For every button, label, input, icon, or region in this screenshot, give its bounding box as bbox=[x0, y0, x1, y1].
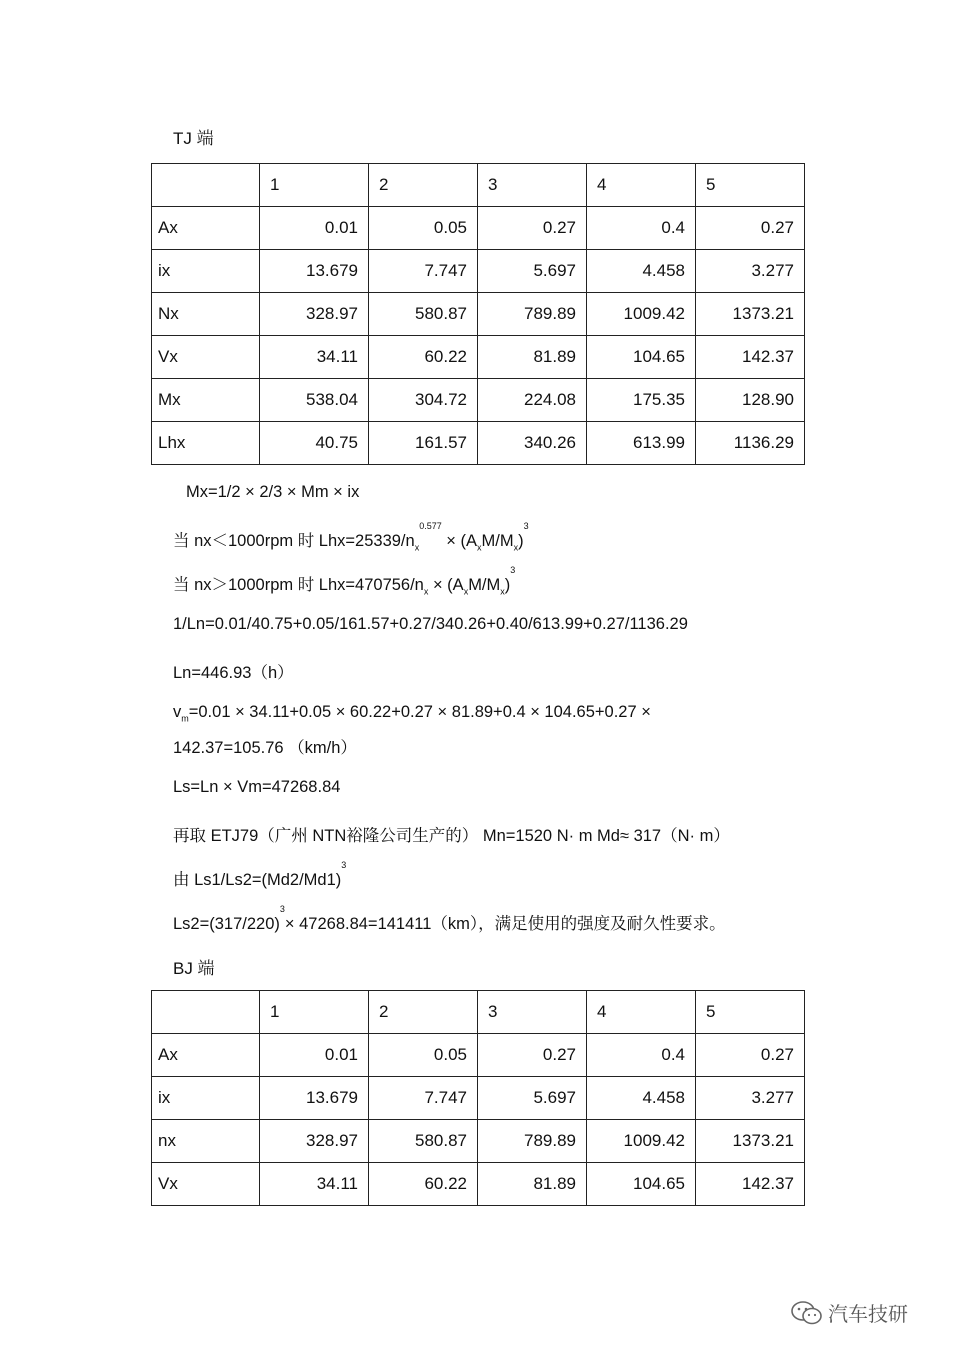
tj-table-cell: 104.65 bbox=[587, 336, 696, 379]
tj-table-cell: 34.11 bbox=[260, 336, 369, 379]
bj-table-cell: 0.01 bbox=[260, 1034, 369, 1077]
bj-table-cell: 0.27 bbox=[478, 1034, 587, 1077]
tj-table-cell: 4.458 bbox=[587, 250, 696, 293]
bj-table-cell: 0.27 bbox=[696, 1034, 805, 1077]
tj-table-cell: 224.08 bbox=[478, 379, 587, 422]
bj-table-cell: 13.679 bbox=[260, 1077, 369, 1120]
bj-table-row bbox=[152, 1120, 805, 1163]
tj-header-row bbox=[152, 164, 805, 207]
tj-table-cell: 40.75 bbox=[260, 422, 369, 465]
tj-table-row bbox=[152, 336, 805, 379]
tj-table-row bbox=[152, 293, 805, 336]
formula-ls2: $Ls2=(317/220)^3\times 47268.84=141411(km)$，满足使用的强度及耐久性要求。 bbox=[173, 904, 726, 933]
tj-table-cell: 328.97 bbox=[260, 293, 369, 336]
bj-table-cell: 34.11 bbox=[260, 1163, 369, 1206]
tj-table-cell: 304.72 bbox=[369, 379, 478, 422]
tj-table-cell: 5.697 bbox=[478, 250, 587, 293]
watermark bbox=[790, 1298, 908, 1327]
tj-row-label: Mx bbox=[152, 379, 260, 422]
tj-table-cell: 0.01 bbox=[260, 207, 369, 250]
tj-table-row bbox=[152, 379, 805, 422]
bj-table-cell: 81.89 bbox=[478, 1163, 587, 1206]
tj-table-cell: 60.22 bbox=[369, 336, 478, 379]
tj-table-cell: 81.89 bbox=[478, 336, 587, 379]
tj-row-label: Lhx bbox=[152, 422, 260, 465]
bj-heading: BJ 端 bbox=[173, 959, 215, 978]
tj-table-cell: 789.89 bbox=[478, 293, 587, 336]
tj-table-row bbox=[152, 250, 805, 293]
bj-table bbox=[151, 990, 805, 1206]
bj-row-label: ix bbox=[152, 1077, 260, 1120]
tj-table-cell: 340.26 bbox=[478, 422, 587, 465]
tj-table-cell: 613.99 bbox=[587, 422, 696, 465]
bj-table-cell: 580.87 bbox=[369, 1120, 478, 1163]
formula-vm-line2: 142.37=105.76 （km/h） bbox=[173, 739, 357, 757]
tj-row-label: Vx bbox=[152, 336, 260, 379]
bj-row-label: nx bbox=[152, 1120, 260, 1163]
tj-header-cell: 5 bbox=[696, 164, 805, 207]
tj-header-cell: 1 bbox=[260, 164, 369, 207]
tj-table-cell: 0.27 bbox=[696, 207, 805, 250]
bj-header-cell: 5 bbox=[696, 991, 805, 1034]
tj-header-cell: 2 bbox=[369, 164, 478, 207]
tj-table-cell: 0.4 bbox=[587, 207, 696, 250]
bj-table-cell: 1009.42 bbox=[587, 1120, 696, 1163]
tj-table-cell: 3.277 bbox=[696, 250, 805, 293]
tj-table-cell: 538.04 bbox=[260, 379, 369, 422]
bj-row-label: Ax bbox=[152, 1034, 260, 1077]
bj-table-row bbox=[152, 1034, 805, 1077]
tj-row-label: Nx bbox=[152, 293, 260, 336]
tj-table-cell: 128.90 bbox=[696, 379, 805, 422]
tj-table-cell: 13.679 bbox=[260, 250, 369, 293]
bj-header-cell: 2 bbox=[369, 991, 478, 1034]
tj-table-row bbox=[152, 207, 805, 250]
formula-ln: Ln=446.93（h） bbox=[173, 664, 294, 682]
tj-table-row bbox=[152, 422, 805, 465]
bj-table-cell: 0.05 bbox=[369, 1034, 478, 1077]
tj-table-cell: 142.37 bbox=[696, 336, 805, 379]
bj-table-cell: 328.97 bbox=[260, 1120, 369, 1163]
tj-table-cell: 0.05 bbox=[369, 207, 478, 250]
tj-row-label: Ax bbox=[152, 207, 260, 250]
formula-lhx-high: 当 nx＞1000rpm 时 $Lhx=470756/n_x \times (A_xM/M_x)^3$ bbox=[173, 565, 516, 597]
tj-table bbox=[151, 163, 805, 465]
bj-row-label: Vx bbox=[152, 1163, 260, 1206]
bj-table-cell: 7.747 bbox=[369, 1077, 478, 1120]
bj-header-cell bbox=[152, 991, 260, 1034]
tj-table-cell: 1373.21 bbox=[696, 293, 805, 336]
bj-table-cell: 0.4 bbox=[587, 1034, 696, 1077]
tj-header-cell: 3 bbox=[478, 164, 587, 207]
formula-ratio: 由 $Ls1/Ls2=(Md2/Md1)^3$ bbox=[173, 860, 347, 889]
tj-row-label: ix bbox=[152, 250, 260, 293]
bj-table-cell: 142.37 bbox=[696, 1163, 805, 1206]
text-etj: 再取 ETJ79（广州 NTN裕隆公司生产的） Mn=1520 N· m Md≈ 317（N· m） bbox=[173, 827, 730, 845]
formula-vm-line1: $v_m=0.01 \times 34.11+0.05 \times 60.22+0.27 \times 81.89+0.4 \times 104.65+0.27$ × bbox=[173, 703, 651, 724]
bj-header-cell: 1 bbox=[260, 991, 369, 1034]
bj-header-cell: 3 bbox=[478, 991, 587, 1034]
bj-table-row bbox=[152, 1163, 805, 1206]
tj-table-cell: 175.35 bbox=[587, 379, 696, 422]
tj-table-cell: 1136.29 bbox=[696, 422, 805, 465]
tj-header-cell: 4 bbox=[587, 164, 696, 207]
wechat-icon bbox=[790, 1300, 824, 1326]
bj-header-row bbox=[152, 991, 805, 1034]
tj-table-cell: 580.87 bbox=[369, 293, 478, 336]
bj-table-row bbox=[152, 1077, 805, 1120]
bj-table-cell: 3.277 bbox=[696, 1077, 805, 1120]
formula-inv-ln: 1/Ln=0.01/40.75+0.05/161.57+0.27/340.26+0.40/613.99+0.27/1136.29 bbox=[173, 615, 688, 633]
tj-heading: TJ 端 bbox=[173, 129, 214, 148]
formula-ls: Ls=Ln × Vm=47268.84 bbox=[173, 778, 341, 796]
formula-mx: Mx=1/2 × 2/3 × Mm × ix bbox=[186, 483, 360, 501]
tj-header-cell bbox=[152, 164, 260, 207]
bj-header-cell: 4 bbox=[587, 991, 696, 1034]
bj-table-cell: 1373.21 bbox=[696, 1120, 805, 1163]
bj-table-cell: 5.697 bbox=[478, 1077, 587, 1120]
tj-table-cell: 7.747 bbox=[369, 250, 478, 293]
bj-table-cell: 4.458 bbox=[587, 1077, 696, 1120]
bj-table-cell: 104.65 bbox=[587, 1163, 696, 1206]
bj-table-cell: 60.22 bbox=[369, 1163, 478, 1206]
bj-table-cell: 789.89 bbox=[478, 1120, 587, 1163]
tj-table-cell: 161.57 bbox=[369, 422, 478, 465]
formula-lhx-low: 当 nx＜1000rpm 时 $Lhx=25339/n_x^{0.577} \times (A_xM/M_x)^3$ bbox=[173, 521, 529, 553]
watermark-text: 汽车技研 bbox=[828, 1304, 908, 1326]
tj-table-cell: 0.27 bbox=[478, 207, 587, 250]
tj-table-cell: 1009.42 bbox=[587, 293, 696, 336]
